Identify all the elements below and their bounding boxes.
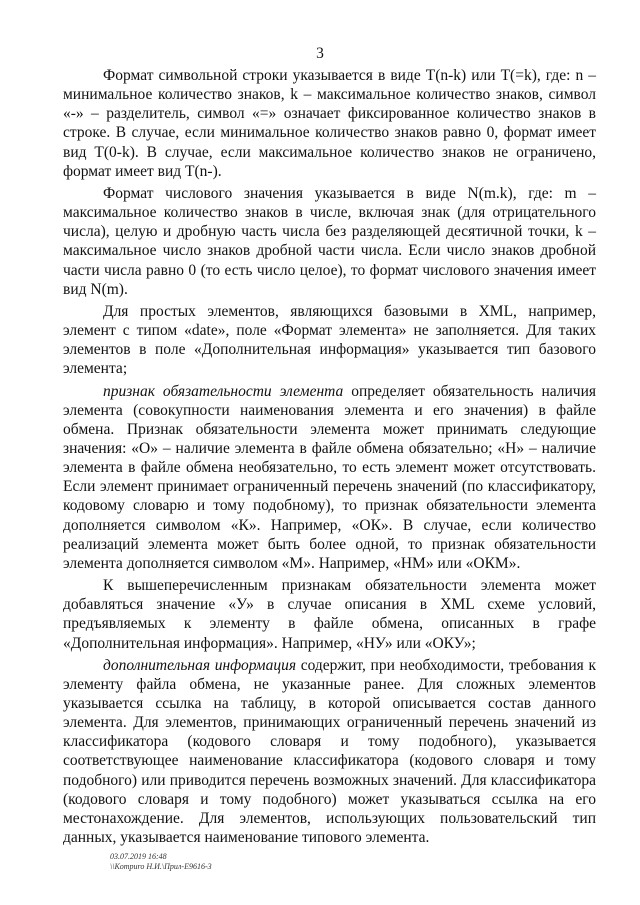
footer-file-path: \\Kompuro Н.И.\Прил-Е9616-3 xyxy=(110,862,212,871)
footer-timestamp: 03.07.2019 16:48 xyxy=(110,852,167,861)
page-number: 3 xyxy=(316,45,324,62)
paragraph-condition-flag: К вышеперечисленным признакам обязательности элемента может добавляться значение «У» в случае описания в XML схеме условий, предъявляемых к элементу в файле обмена, описанных в графе «Дополнительная информация». Например, «НУ» или «ОКУ»; xyxy=(63,577,596,652)
paragraph-string-format: Формат символьной строки указывается в виде T(n-k) или T(=k), где: n – минимальное количество знаков, k – максимальное количество знаков, символ «-» – разделитель, символ «=» означает фиксированное количество знаков в строке. В случае, если минимальное количество знаков равно 0, формат имеет вид T(0-k). В случае, если максимальное количество знаков не ограничено, формат имеет вид T(n-). xyxy=(63,67,596,180)
paragraph-additional-info: дополнительная информация содержит, при необходимости, требования к элементу файла обмена, не указанные ранее. Для сложных элементов указывается ссылка на таблицу, в которой описывается состав данного элемента. Для элементов, принимающих ограниченный перечень значений из классификатора (кодового словаря и тому подобного), указывается соответствующее наименование классификатора (кодового словаря и тому подобного) или приводится перечень возможных значений. Для классификатора (кодового словаря и тому подобного) может указываться ссылка на его местонахождение. Для элементов, использующих пользовательский тип данных, указывается наименование типового элемента. xyxy=(63,656,596,847)
paragraph-required-flag: признак обязательности элемента определяет обязательность наличия элемента (совокупности наименования элемента и его значения) в файле обмена. Признак обязательности элемента может принимать следующие значения: «О» – наличие элемента в файле обмена обязательно; «Н» – наличие элемента в файле обмена необязательно, то есть элемент может отсутствовать. Если элемент принимает ограниченный перечень значений (по классификатору, кодовому словарю и тому подобному), то признак обязательности элемента дополняется символом «К». Например, «ОК». В случае, если количество реализаций элемента может быть более одной, то признак обязательности элемента дополняется символом «М». Например, «НМ» или «ОКМ». xyxy=(63,382,597,572)
paragraph-number-format: Формат числового значения указывается в виде N(m.k), где: m – максимальное количество знаков в числе, включая знак (для отрицательного числа), целую и дробную часть числа без разделяющей десятичной точки, k – максимальное число знаков дробной части числа. Если число знаков дробной части числа равно 0 (то есть число целое), то формат числового значения имеет вид N(m). xyxy=(63,184,596,298)
body-text xyxy=(63,66,596,847)
term-additional-info: дополнительная информация xyxy=(103,656,297,674)
paragraph-simple-elements: Для простых элементов, являющихся базовыми в XML, например, элемент с типом «date», поле «Формат элемента» не заполняется. Для таких элементов в поле «Дополнительная информация» указывается тип базового элемента; xyxy=(63,302,596,378)
term-required-flag: признак обязательности элемента xyxy=(103,382,344,400)
document-footer xyxy=(110,852,212,872)
